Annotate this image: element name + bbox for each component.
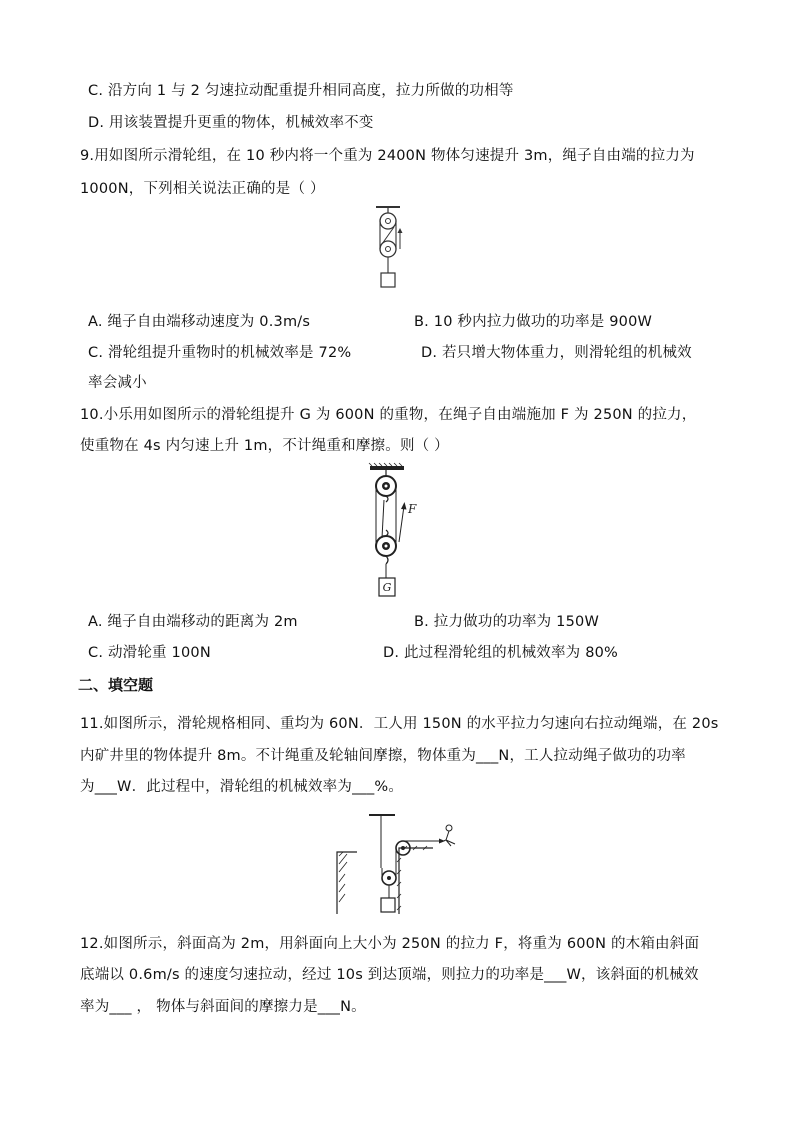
q10-option-c: C. 动滑轮重 100N [88, 645, 211, 661]
section-heading-fill-in: 二、填空题 [78, 676, 154, 694]
q12-stem-line2: 底端以 0.6m/s 的速度匀速拉动，经过 10s 到达顶端，则拉力的功率是___W，该斜面的机械效 [80, 967, 699, 983]
q10-option-d: D. 此过程滑轮组的机械效率为 80% [383, 645, 619, 661]
q11-stem-line3: 为___W．此过程中，滑轮组的机械效率为___%。 [80, 779, 404, 795]
q10-option-a: A. 绳子自由端移动的距离为 2m [88, 614, 298, 630]
q11-stem-line1: 11.如图所示，滑轮规格相同、重均为 60N．工人用 150N 的水平拉力匀速向右拉动绳端，在 20s [80, 716, 719, 732]
q9-option-d-continued: 率会减小 [88, 375, 147, 391]
q10-option-b: B. 拉力做功的功率为 150W [414, 614, 599, 630]
q9-stem-line2: 1000N，下列相关说法正确的是（ ） [80, 181, 325, 197]
q9-option-a: A. 绳子自由端移动速度为 0.3m/s [88, 314, 311, 330]
q10-stem-line1: 10.小乐用如图所示的滑轮组提升 G 为 600N 的重物，在绳子自由端施加 F 为 250N 的拉力， [80, 407, 697, 423]
q8-option-c: C. 沿方向 1 与 2 匀速拉动配重提升相同高度，拉力所做的功相等 [88, 83, 514, 99]
q12-stem-line1: 12.如图所示，斜面高为 2m，用斜面向上大小为 250N 的拉力 F，将重为 600N 的木箱由斜面 [80, 936, 700, 952]
q10-weight-label: G [382, 581, 392, 594]
q11-stem-line2: 内矿井里的物体提升 8m。不计绳重及轮轴间摩擦，物体重为___N，工人拉动绳子做功的功率 [80, 748, 686, 764]
q12-stem-line3: 率为___ ， 物体与斜面间的摩擦力是___N。 [80, 999, 366, 1015]
q9-option-b: B. 10 秒内拉力做功的功率是 900W [414, 314, 653, 330]
q10-pulley-figure [366, 466, 426, 602]
q9-option-c: C. 滑轮组提升重物时的机械效率是 72% [88, 345, 352, 361]
q10-stem-line2: 使重物在 4s 内匀速上升 1m，不计绳重和摩擦。则（ ） [80, 438, 449, 454]
q9-stem-line1: 9.用如图所示滑轮组，在 10 秒内将一个重为 2400N 物体匀速提升 3m，绳子自由端的拉力为 [80, 148, 695, 164]
q9-option-d: D. 若只增大物体重力，则滑轮组的机械效 [421, 345, 692, 361]
q8-option-d: D. 用该装置提升更重的物体，机械效率不变 [88, 115, 374, 131]
q10-force-label: F [408, 502, 417, 516]
q11-mine-pulley-figure [333, 812, 463, 916]
q9-pulley-figure [372, 204, 406, 292]
